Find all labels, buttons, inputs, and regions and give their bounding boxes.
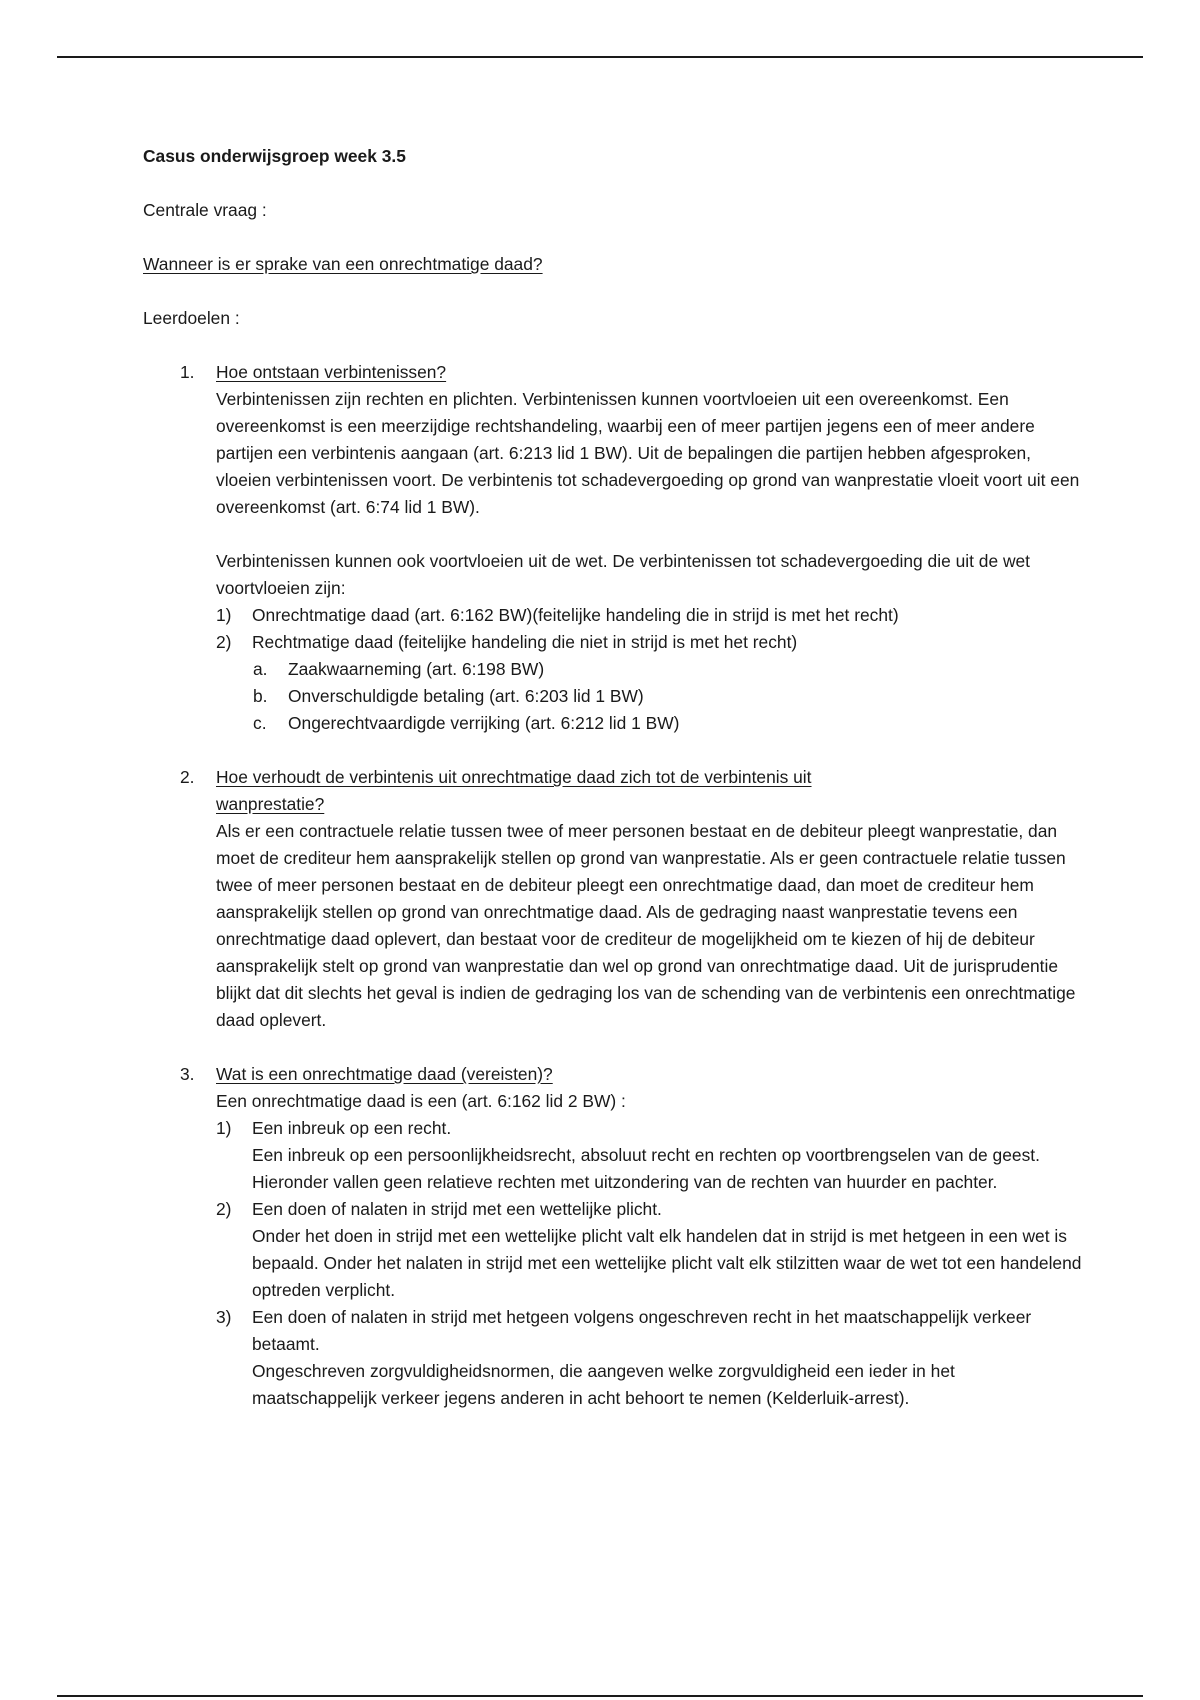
list-item [216,602,1083,629]
learning-goals-label: Leerdoelen : [143,308,240,328]
goal-heading-line: Hoe verhoudt de verbintenis uit onrechtmatige daad zich tot de verbintenis uit [216,767,812,787]
goal-paragraph: Verbintenissen zijn rechten en plichten. Verbintenissen kunnen voortvloeien uit een overeenkomst. Een overeenkomst is een meerzijdige rechtshandeling, waarbij een of meer partijen jegens een of meer andere partijen een verbintenis aangaan (art. 6:213 lid 1 BW). Uit de bepalingen die partijen hebben afgesproken, vloeien verbintenissen voort. De verbintenis tot schadevergoeding op grond van wanprestatie vloeit voort uit een overeenkomst (art. 6:74 lid 1 BW). [216,389,1080,517]
list-item [216,629,1083,656]
goal-intro: Een onrechtmatige daad is een (art. 6:162 lid 2 BW) : [216,1091,626,1111]
footer-rule [57,1695,1143,1697]
list-detail: Ongeschreven zorgvuldigheidsnormen, die aangeven welke zorgvuldigheid een ieder in het maatschappelijk verkeer jegens anderen in acht behoort te nemen (Kelderluik-arrest). [252,1361,955,1408]
goal-number: 2. [180,767,195,787]
list-text: Een inbreuk op een recht. [252,1118,452,1138]
sub-list-text: Onverschuldigde betaling (art. 6:203 lid 1 BW) [288,686,644,706]
list-item [216,1115,1083,1196]
document-body [143,143,1083,1412]
learning-goal-2 [143,764,1083,1034]
list-number: 1) [216,605,232,625]
list-number: 1) [216,1118,232,1138]
sub-list-letter: b. [253,686,268,706]
goal-heading-line: wanprestatie? [216,794,325,814]
list-detail: Onder het doen in strijd met een wettelijke plicht valt elk handelen dat in strijd is met hetgeen in een wet is bepaald. Onder het nalaten in strijd met een wettelijke plicht valt elk stilzitten waar de wet tot een handelend optreden verplicht. [252,1226,1082,1300]
learning-goal-1 [143,359,1083,737]
sub-list-text: Ongerechtvaardigde verrijking (art. 6:212 lid 1 BW) [288,713,680,733]
central-question: Wanneer is er sprake van een onrechtmatige daad? [143,254,543,274]
sub-list-item [216,710,1083,737]
goal-number: 1. [180,362,195,382]
document-title: Casus onderwijsgroep week 3.5 [143,146,406,166]
list-number: 3) [216,1307,232,1327]
goal-paragraph: Verbintenissen kunnen ook voortvloeien uit de wet. De verbintenissen tot schadevergoeding die uit de wet voortvloeien zijn: [216,551,1031,598]
goal-paragraph: Als er een contractuele relatie tussen twee of meer personen bestaat en de debiteur pleegt wanprestatie, dan moet de crediteur hem aansprakelijk stellen op grond van wanprestatie. Als er geen contractuele relatie tussen twee of meer personen bestaat en de debiteur pleegt een onrechtmatige daad, dan moet de crediteur hem aansprakelijk stellen op grond van onrechtmatige daad. Als de gedraging naast wanprestatie tevens een onrechtmatige daad oplevert, dan bestaat voor de crediteur de mogelijkheid om te kiezen of hij de debiteur aansprakelijk stelt op grond van wanprestatie dan wel op grond van onrechtmatige daad. Uit de jurisprudentie blijkt dat dit slechts het geval is indien de gedraging los van de schending van de verbintenis een onrechtmatige daad oplevert. [216,821,1076,1030]
list-text: Rechtmatige daad (feitelijke handeling die niet in strijd is met het recht) [252,632,798,652]
sub-list-letter: c. [253,713,267,733]
sub-list-item [216,683,1083,710]
goal-heading: Hoe ontstaan verbintenissen? [216,362,447,382]
list-number: 2) [216,632,232,652]
sub-list-item [216,656,1083,683]
learning-goal-3 [143,1061,1083,1412]
goal-heading: Wat is een onrechtmatige daad (vereisten)? [216,1064,553,1084]
list-text: Een doen of nalaten in strijd met een wettelijke plicht. [252,1199,662,1219]
list-item [216,1196,1083,1304]
list-text: Een doen of nalaten in strijd met hetgeen volgens ongeschreven recht in het maatschappelijk verkeer betaamt. [252,1307,1032,1354]
sub-list-letter: a. [253,659,268,679]
list-item [216,1304,1083,1412]
list-detail: Een inbreuk op een persoonlijkheidsrecht, absoluut recht en rechten op voortbrengselen van de geest. Hieronder vallen geen relatieve rechten met uitzondering van de rechten van huurder en pachter. [252,1145,1040,1192]
goal-heading [216,764,1083,818]
list-number: 2) [216,1199,232,1219]
sub-list-text: Zaakwaarneming (art. 6:198 BW) [288,659,545,679]
central-question-label: Centrale vraag : [143,200,267,220]
goal-number: 3. [180,1064,195,1084]
header-rule [57,56,1143,58]
list-text: Onrechtmatige daad (art. 6:162 BW)(feitelijke handeling die in strijd is met het recht) [252,605,899,625]
